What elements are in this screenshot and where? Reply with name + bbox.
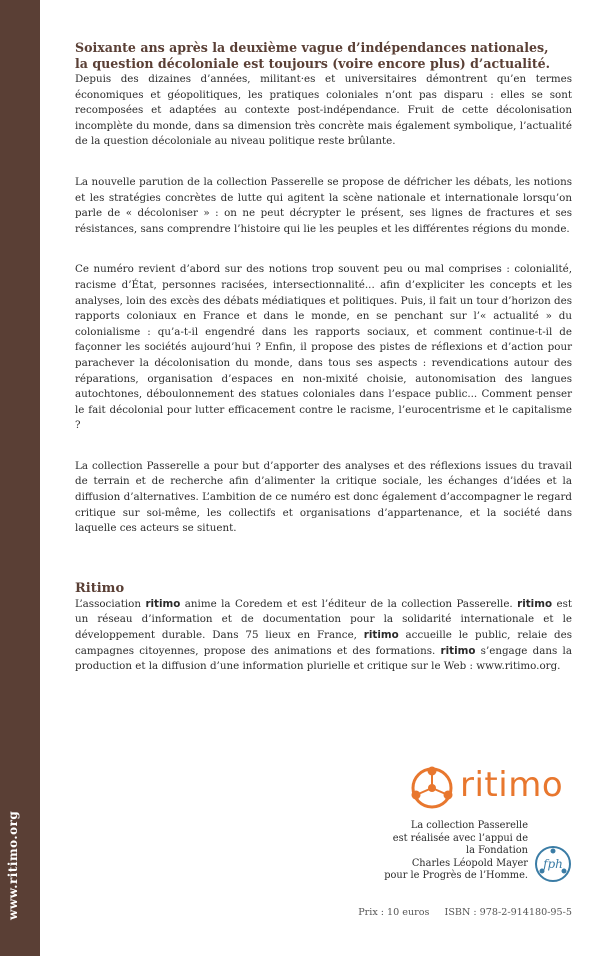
fph-logo	[534, 845, 572, 883]
sidebar-band	[0, 0, 40, 956]
brand-name: ritimo	[517, 597, 553, 610]
fondation-credits	[384, 820, 528, 883]
brand-name: ritimo	[363, 629, 399, 642]
brand-name: ritimo	[145, 597, 181, 610]
paragraph-1: Depuis des dizaines d’années, militant·es et universitaires démontrent qu’en termes économiques et géopolitiques, les pratiques coloniales n’ont pas disparu : elles se sont recomposées et adaptées au contexte post-indépendance. Fruit de cette décolonisation incomplète du monde, dans sa dimension très concrète mais également symbolique, l’actualité de la question décoloniale au niveau politique reste brûlante.	[75, 73, 572, 148]
paragraph-4: La collection Passerelle a pour but d’apporter des analyses et des réflexions issues du travail de terrain et de recherche afin d’alimenter la critique sociale, les échanges d’idées et la diffusion d’alternatives. L’ambition de ce numéro est donc également d’accompagner le regard critique sur soi-même, les collectifs et organisations d’appartenance, et la société dans laquelle ces acteurs se situent.	[75, 459, 572, 535]
credits-line-5: pour le Progrès de l’Homme.	[384, 870, 528, 881]
paragraph-3: Ce numéro revient d’abord sur des notions trop souvent peu ou mal comprises : colonialité, racisme d’État, personnes racisées, intersectionnalité... afin d’expliciter les concepts et les analyses, loin des excès des débats médiatiques et politiques. Puis, il fait un tour d’horizon des rapports coloniaux en France et dans le monde, en se penchant sur l’« actualité » du colonialisme : qu’a-t-il engendré dans les rapports sociaux, et comment continue-t-il de façonner les sociétés aujourd’hui ? Enfin, il propose des pistes de réflexions et d’action pour parachever la décolonisation du monde, dans tous ses aspects : revendications autour des réparations, organisation d’espaces en non-mixité choisie, autonomisation des langues autochtones, déboulonnement des statues coloniales dans l’espace public... Comment penser le fait décolonial pour lutter efficacement contre le racisme, l’eurocentrisme et le capitalisme ?	[75, 263, 572, 432]
headline-line-2: la question décoloniale est toujours (voire encore plus) d’actualité.	[75, 56, 551, 71]
network-icon	[408, 765, 456, 811]
ritimo-heading: Ritimo	[75, 580, 125, 596]
price: Prix : 10 euros	[358, 907, 430, 918]
main-content	[75, 40, 572, 688]
headline	[75, 40, 572, 72]
sidebar-url[interactable]: www.ritimo.org	[6, 810, 20, 920]
credits-line-3: la Fondation	[466, 845, 528, 856]
ritimo-paragraph: L’association ritimo anime la Coredem et est l’éditeur de la collection Passerelle. ritimo est un réseau d’information et de documentation pour la solidarité internationale et le développement durable. Dans 75 lieux en France, ritimo accueille le public, relaie des campagnes citoyennes, propose des animations et des formations. ritimo s’engage dans la production et la diffusion d’une information plurielle et critique sur le Web : www.ritimo.org.	[75, 597, 572, 673]
fph-logo-text: fph	[543, 857, 563, 871]
footer-info	[358, 907, 572, 918]
ritimo-logo	[408, 765, 574, 811]
brand-name: ritimo	[440, 644, 476, 657]
headline-line-1: Soixante ans après la deuxième vague d’indépendances nationales,	[75, 40, 549, 55]
logo-wordmark: ritimo	[460, 765, 564, 805]
paragraph-2: La nouvelle parution de la collection Passerelle se propose de défricher les débats, les notions et les stratégies concrètes de lutte qui agitent la scène nationale et internationale lorsqu’on parle de « décoloniser » : on ne peut décrypter le présent, ses lignes de fractures et ses résistances, sans comprendre l’histoire qui lie les peuples et les différentes régions du monde.	[75, 175, 572, 235]
isbn: ISBN : 978-2-914180-95-5	[444, 907, 572, 918]
credits-line-4: Charles Léopold Mayer	[411, 857, 528, 869]
credits-line-1: La collection Passerelle	[410, 820, 528, 831]
credits-line-2: est réalisée avec l’appui de	[392, 832, 528, 844]
